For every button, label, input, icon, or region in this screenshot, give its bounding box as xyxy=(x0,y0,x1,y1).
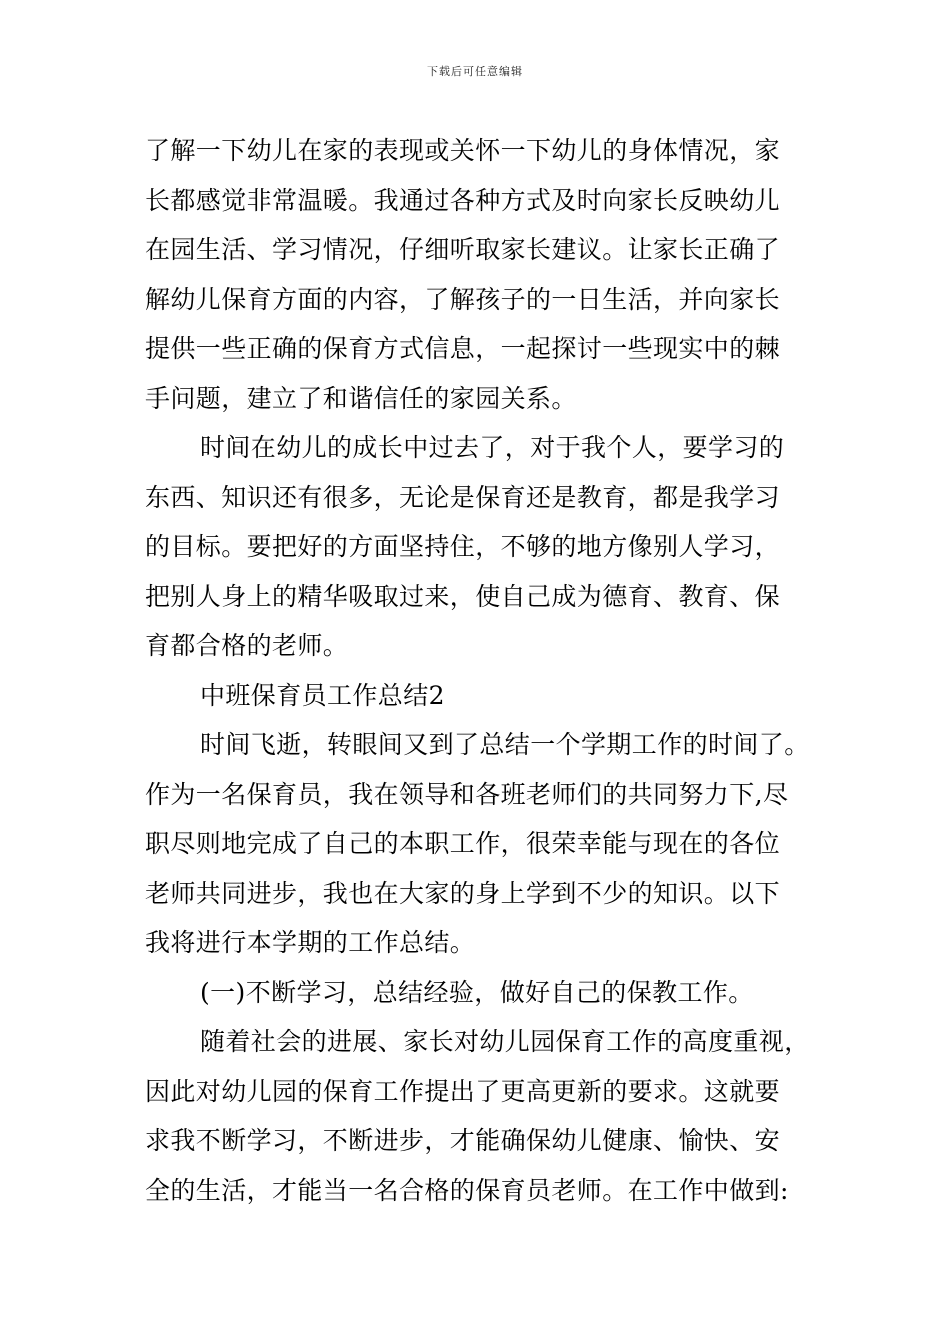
text-line: 了解一下幼儿在家的表现或关怀一下幼儿的身体情况，家 xyxy=(145,136,781,165)
text-line: 老师共同进步，我也在大家的身上学到不少的知识。以下 xyxy=(145,878,781,908)
text-line: 我将进行本学期的工作总结。 xyxy=(145,928,476,957)
text-line: 手问题，建立了和谐信任的家园关系。 xyxy=(145,383,577,413)
text-line: 提供一些正确的保育方式信息，一起探讨一些现实中的棘 xyxy=(145,334,781,363)
text-line: 因此对幼儿园的保育工作提出了更高更新的要求。这就要 xyxy=(145,1076,781,1106)
text-line: 全的生活，才能当一名合格的保育员老师。在工作中做到: xyxy=(145,1175,789,1205)
text-line: 解幼儿保育方面的内容，了解孩子的一日生活，并向家长 xyxy=(145,284,781,314)
subsection-heading: (一)不断学习，总结经验，做好自己的保教工作。 xyxy=(200,977,754,1007)
text-line: 东西、知识还有很多，无论是保育还是教育，都是我学习 xyxy=(145,482,781,512)
text-line: 作为一名保育员，我在领导和各班老师们的共同努力下,尽 xyxy=(145,779,789,809)
text-line: 育都合格的老师。 xyxy=(145,631,349,660)
text-line: 长都感觉非常温暖。我通过各种方式及时向家长反映幼儿 xyxy=(145,185,781,215)
text-line: 求我不断学习，不断进步，才能确保幼儿健康、愉快、安 xyxy=(145,1126,781,1155)
text-line: 随着社会的进展、家长对幼儿园保育工作的高度重视， xyxy=(200,1027,810,1056)
body-text xyxy=(145,126,825,1215)
text-line: 职尽则地完成了自己的本职工作，很荣幸能与现在的各位 xyxy=(145,829,781,858)
text-line: 时间在幼儿的成长中过去了，对于我个人，要学习的 xyxy=(200,433,785,462)
header-note: 下载后可任意编辑 xyxy=(427,65,523,78)
text-line: 在园生活、学习情况，仔细听取家长建议。让家长正确了 xyxy=(145,235,781,264)
text-line: 把别人身上的精华吸取过来，使自己成为德育、教育、保 xyxy=(145,581,781,611)
text-line: 的目标。要把好的方面坚持住，不够的地方像别人学习， xyxy=(145,532,781,561)
text-line: 时间飞逝，转眼间又到了总结一个学期工作的时间了。 xyxy=(200,730,810,759)
section-heading: 中班保育员工作总结2 xyxy=(200,680,445,710)
